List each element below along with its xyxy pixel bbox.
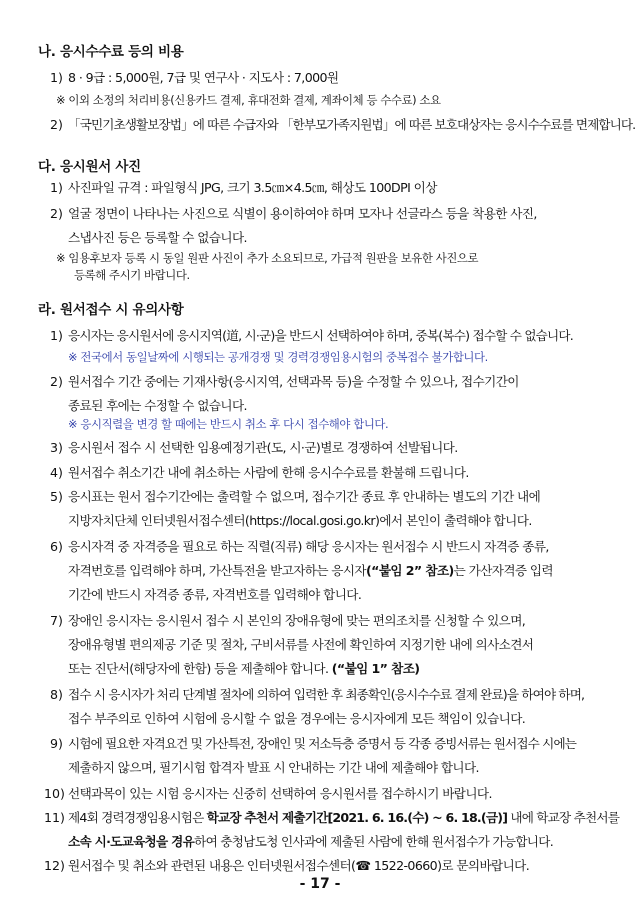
item-number: 1) [50, 180, 63, 195]
photo-rule-line2: 스냅사진 등은 등록할 수 없습니다. [68, 230, 247, 245]
caution-8-line2: 접수 부주의로 인하여 시험에 응시할 수 없을 경우에는 응시자에게 모든 책임이 있습니다. [68, 711, 526, 726]
caution-5-line2: 지방자치단체 인터넷원서접수센터(https://local.gosi.go.kr)에서 본인이 출력해야 합니다. [68, 513, 532, 528]
item-number: 6) [50, 539, 63, 554]
caution-10: 선택과목이 있는 시험 응시자는 신중히 선택하여 응시원서를 접수하시기 바랍니다. [68, 786, 492, 801]
caution-1-note: ※ 전국에서 동일날짜에 시행되는 공개경쟁 및 경력경쟁임용시험의 중복접수 불가합니다. [68, 350, 488, 364]
item-number: 2) [50, 117, 63, 132]
section-heading-cautions: 라. 원서접수 시 유의사항 [38, 302, 184, 318]
caution-4: 원서접수 취소기간 내에 취소하는 사람에 한해 응시수수료를 환불해 드립니다. [68, 465, 469, 480]
item-number: 2) [50, 206, 63, 221]
caution-7-line3 [68, 661, 419, 677]
caution-7-line3-text: 또는 진단서(해당자에 한함) 등을 제출해야 합니다. [68, 661, 332, 676]
fee-note: ※ 이외 소정의 처리비용(신용카드 결제, 휴대전화 결제, 계좌이체 등 수수료) 소요 [56, 93, 441, 107]
photo-rule-line1: 얼굴 정면이 나타나는 사진으로 식별이 용이하여야 하며 모자나 선글라스 등을 착용한 사진, [68, 206, 537, 221]
caution-6-line2-text: 자격번호를 입력해야 하며, 가산특전을 받고자하는 응시자 [68, 563, 366, 578]
caution-2-line1: 원서접수 기간 중에는 기재사항(응시지역, 선택과목 등)을 수정할 수 있으나, 접수기간이 [68, 374, 519, 389]
item-number: 1) [50, 328, 63, 343]
caution-12: 원서접수 및 취소와 관련된 내용은 인터넷원서접수센터(☎ 1522-0660)로 문의바랍니다. [68, 858, 530, 873]
fee-amounts: 8 · 9급 : 5,000원, 7급 및 연구사 · 지도사 : 7,000원 [68, 70, 339, 85]
page-number: - 17 - [299, 876, 341, 892]
caution-7-line2: 장애유형별 편의제공 기준 및 절차, 구비서류를 사전에 확인하여 지정기한 내에 의사소견서 [68, 637, 534, 652]
caution-6-line2-tail: 는 가산자격증 입력 [453, 563, 554, 578]
appendix-1-ref: (“붙임 1” 참조) [331, 661, 420, 676]
item-number: 11) [44, 810, 65, 825]
section-heading-fees: 나. 응시수수료 등의 비용 [38, 44, 184, 60]
caution-6-line3: 기간에 반드시 자격증 종류, 자격번호를 입력해야 합니다. [68, 587, 362, 602]
item-number: 1) [50, 70, 63, 85]
caution-9-line1: 시험에 필요한 자격요건 및 가산특전, 장애인 및 저소득층 증명서 등 각종 증빙서류는 원서접수 시에는 [68, 736, 577, 751]
caution-5-line1: 응시표는 원서 접수기간에는 출력할 수 없으며, 접수기간 종료 후 안내하는 별도의 기간 내에 [68, 489, 541, 504]
item-number: 3) [50, 440, 63, 455]
item-number: 9) [50, 736, 63, 751]
caution-11-line1-text: 제4회 경력경쟁임용시험은 [68, 810, 207, 825]
caution-2-line2: 종료된 후에는 수정할 수 없습니다. [68, 398, 247, 413]
caution-1: 응시자는 응시원서에 응시지역(道, 시·군)을 반드시 선택하여야 하며, 중복(복수) 접수할 수 없습니다. [68, 328, 573, 343]
photo-note-line2: 등록해 주시기 바랍니다. [74, 268, 190, 282]
via-education-office: 소속 시·도교육청을 경유 [68, 834, 195, 849]
photo-spec: 사진파일 규격 : 파일형식 JPG, 크기 3.5㎝×4.5㎝, 해상도 100DPI 이상 [68, 180, 437, 195]
caution-11-line2-tail: 하여 충청남도청 인사과에 제출된 사람에 한해 원서접수가 가능합니다. [194, 834, 554, 849]
item-number: 5) [50, 489, 63, 504]
fee-exemption: 「국민기초생활보장법」에 따른 수급자와 「한부모가족지원법」에 따른 보호대상자는 응시수수료를 면제합니다. [68, 117, 636, 132]
caution-3: 응시원서 접수 시 선택한 임용예정기관(도, 시·군)별로 경쟁하여 선발됩니다. [68, 440, 458, 455]
recommendation-period: 학교장 추천서 제출기간[2021. 6. 16.(수) ~ 6. 18.(금)] [206, 810, 508, 825]
item-number: 2) [50, 374, 63, 389]
item-number: 7) [50, 613, 63, 628]
caution-6-line2 [68, 563, 553, 579]
item-number: 4) [50, 465, 63, 480]
section-heading-photo: 다. 응시원서 사진 [38, 159, 141, 175]
item-number: 10) [44, 786, 65, 801]
caution-11-line2 [68, 834, 553, 850]
item-number: 12) [44, 858, 65, 873]
caution-11-line1 [68, 810, 619, 826]
caution-8-line1: 접수 시 응시자가 처리 단계별 절차에 의하여 입력한 후 최종확인(응시수수료 결제 완료)을 하여야 하며, [68, 687, 585, 702]
caution-9-line2: 제출하지 않으며, 필기시험 합격자 발표 시 안내하는 기간 내에 제출해야 합니다. [68, 760, 479, 775]
caution-7-line1: 장애인 응시자는 응시원서 접수 시 본인의 장애유형에 맞는 편의조치를 신청할 수 있으며, [68, 613, 526, 628]
caution-6-line1: 응시자격 중 자격증을 필요로 하는 직렬(직류) 해당 응시자는 원서접수 시 반드시 자격증 종류, [68, 539, 549, 554]
item-number: 8) [50, 687, 63, 702]
photo-note-line1: ※ 임용후보자 등록 시 동일 원판 사진이 추가 소요되므로, 가급적 원판을 보유한 사진으로 [56, 251, 479, 265]
caution-11-line1-tail: 내에 학교장 추천서를 [507, 810, 620, 825]
caution-2-note: ※ 응시직렬을 변경 할 때에는 반드시 취소 후 다시 접수해야 합니다. [68, 417, 389, 431]
appendix-2-ref: (“붙임 2” 참조) [366, 563, 454, 578]
